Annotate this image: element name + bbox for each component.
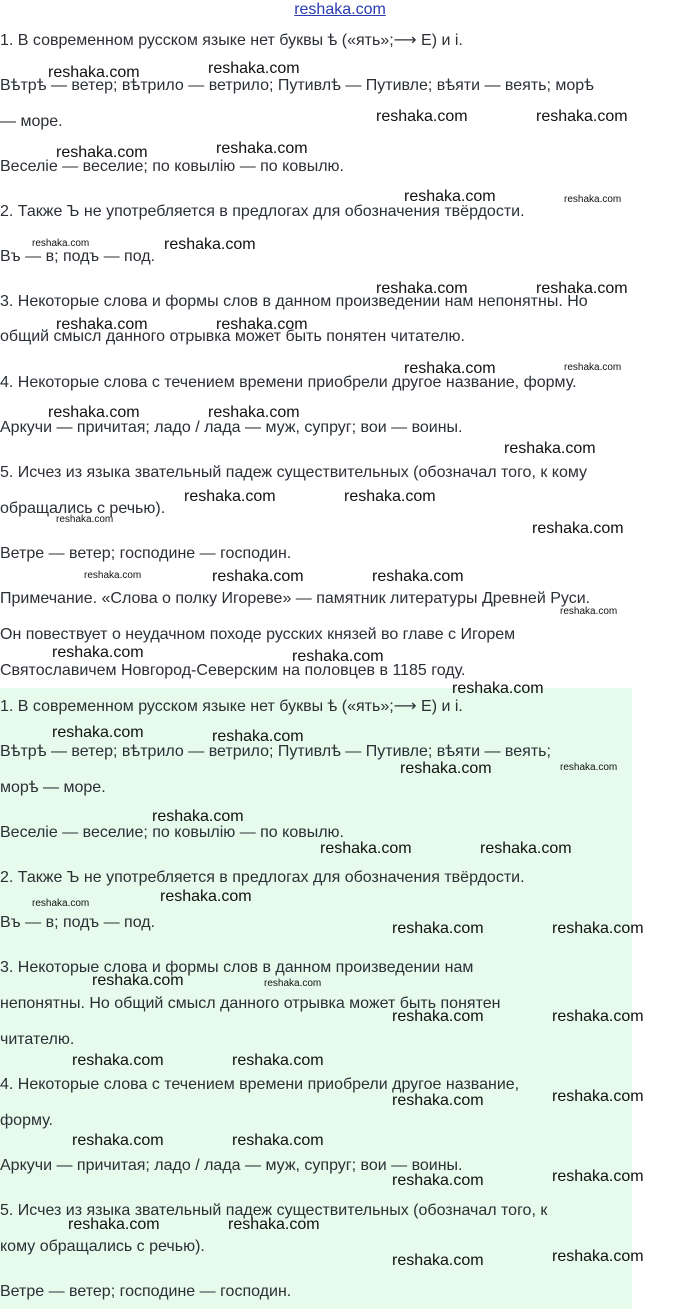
watermark: reshaka.com <box>32 238 90 249</box>
text-paragraph: 4. Некоторые слова с течением времени приобрели другое название, форму. <box>0 374 577 391</box>
watermark: reshaka.com <box>72 1132 164 1149</box>
watermark: reshaka.com <box>48 404 140 421</box>
watermark: reshaka.com <box>56 144 148 161</box>
text-paragraph: — море. <box>0 113 63 130</box>
answer-paragraph: 5. Исчез из языка звательный падеж существительных (обозначал того, к <box>0 1202 548 1219</box>
text-paragraph: Аркучи — причитая; ладо / лада — муж, супруг; вои — воины. <box>0 419 463 436</box>
watermark: reshaka.com <box>164 236 256 253</box>
text-paragraph: 5. Исчез из языка звательный падеж существительных (обозначал того, к кому <box>0 464 588 481</box>
watermark: reshaka.com <box>184 488 276 505</box>
watermark: reshaka.com <box>564 194 622 205</box>
watermark: reshaka.com <box>68 1216 160 1233</box>
watermark: reshaka.com <box>84 570 142 581</box>
answer-paragraph: Ветре — ветер; господине — господин. <box>0 1283 292 1300</box>
answer-paragraph: 1. В современном русском языке нет буквы ѣ («ять»;⟶ Е) и і. <box>0 698 463 715</box>
watermark: reshaka.com <box>392 1252 484 1269</box>
site-link[interactable]: reshaka.com <box>294 1 386 18</box>
text-paragraph: обращались с речью). <box>0 500 166 517</box>
watermark: reshaka.com <box>564 362 622 373</box>
answer-paragraph: непонятны. Но общий смысл данного отрывка может быть понятен <box>0 995 501 1012</box>
watermark: reshaka.com <box>56 514 114 525</box>
text-paragraph: Веселіе — веселие; по ковылію — по ковылю. <box>0 158 344 175</box>
answer-paragraph: читателю. <box>0 1031 75 1048</box>
watermark: reshaka.com <box>392 1008 484 1025</box>
answer-paragraph: 3. Некоторые слова и формы слов в данном произведении нам <box>0 959 474 976</box>
answer-paragraph: морѣ — море. <box>0 779 106 796</box>
watermark: reshaka.com <box>208 60 300 77</box>
answer-paragraph: 2. Также Ъ не употребляется в предлогах для обозначения твёрдости. <box>0 869 525 886</box>
text-paragraph: 3. Некоторые слова и формы слов в данном произведении нам непонятны. Но <box>0 293 588 310</box>
watermark: reshaka.com <box>212 728 304 745</box>
watermark: reshaka.com <box>160 888 252 905</box>
watermark: reshaka.com <box>212 568 304 585</box>
watermark: reshaka.com <box>216 140 308 157</box>
watermark: reshaka.com <box>264 978 322 989</box>
watermark: reshaka.com <box>48 64 140 81</box>
watermark: reshaka.com <box>552 1008 644 1025</box>
watermark: reshaka.com <box>552 1248 644 1265</box>
watermark: reshaka.com <box>56 316 148 333</box>
text-paragraph: Вѣтрѣ — ветер; вѣтрило — ветрило; Путивлѣ — Путивле; вѣяти — веять; морѣ <box>0 77 594 94</box>
watermark: reshaka.com <box>536 280 628 297</box>
watermark: reshaka.com <box>392 920 484 937</box>
watermark: reshaka.com <box>404 188 496 205</box>
watermark: reshaka.com <box>560 606 618 617</box>
watermark: reshaka.com <box>532 520 624 537</box>
text-paragraph: Примечание. «Слова о полку Игореве» — памятник литературы Древней Руси. <box>0 590 591 607</box>
watermark: reshaka.com <box>552 1168 644 1185</box>
watermark: reshaka.com <box>152 808 244 825</box>
watermark: reshaka.com <box>32 898 90 909</box>
text-paragraph: 1. В современном русском языке нет буквы ѣ («ять»;⟶ Е) и і. <box>0 32 463 49</box>
answer-paragraph: 4. Некоторые слова с течением времени приобрели другое название, <box>0 1076 520 1093</box>
watermark: reshaka.com <box>392 1092 484 1109</box>
watermark: reshaka.com <box>228 1216 320 1233</box>
watermark: reshaka.com <box>72 1052 164 1069</box>
watermark: reshaka.com <box>216 316 308 333</box>
watermark: reshaka.com <box>372 568 464 585</box>
watermark: reshaka.com <box>92 972 184 989</box>
answer-paragraph: Веселіе — веселие; по ковылію — по ковылю. <box>0 824 344 841</box>
answer-paragraph: кому обращались с речью). <box>0 1238 205 1255</box>
watermark: reshaka.com <box>52 644 144 661</box>
watermark: reshaka.com <box>376 108 468 125</box>
watermark: reshaka.com <box>344 488 436 505</box>
watermark: reshaka.com <box>292 648 384 665</box>
text-paragraph: общий смысл данного отрывка может быть понятен читателю. <box>0 328 465 345</box>
watermark: reshaka.com <box>320 840 412 857</box>
watermark: reshaka.com <box>52 724 144 741</box>
text-paragraph: Ветре — ветер; господине — господин. <box>0 545 292 562</box>
answer-paragraph: Аркучи — причитая; ладо / лада — муж, супруг; вои — воины. <box>0 1157 463 1174</box>
answer-paragraph: Въ — в; подъ — под. <box>0 914 156 931</box>
watermark: reshaka.com <box>552 1088 644 1105</box>
watermark: reshaka.com <box>208 404 300 421</box>
watermark: reshaka.com <box>404 360 496 377</box>
watermark: reshaka.com <box>376 280 468 297</box>
text-paragraph: Святославичем Новгород-Северским на половцев в 1185 году. <box>0 662 466 679</box>
text-paragraph: Он повествует о неудачном походе русских князей во главе с Игорем <box>0 626 516 643</box>
text-paragraph: Въ — в; подъ — под. <box>0 248 156 265</box>
answer-paragraph: форму. <box>0 1112 53 1129</box>
watermark: reshaka.com <box>504 440 596 457</box>
watermark: reshaka.com <box>480 840 572 857</box>
watermark: reshaka.com <box>232 1132 324 1149</box>
watermark: reshaka.com <box>536 108 628 125</box>
watermark: reshaka.com <box>552 920 644 937</box>
watermark: reshaka.com <box>232 1052 324 1069</box>
watermark: reshaka.com <box>452 680 544 697</box>
watermark: reshaka.com <box>400 760 492 777</box>
text-paragraph: 2. Также Ъ не употребляется в предлогах для обозначения твёрдости. <box>0 203 525 220</box>
watermark: reshaka.com <box>392 1172 484 1189</box>
watermark: reshaka.com <box>560 762 618 773</box>
answer-paragraph: Вѣтрѣ — ветер; вѣтрило — ветрило; Путивлѣ — Путивле; вѣяти — веять; <box>0 743 551 760</box>
